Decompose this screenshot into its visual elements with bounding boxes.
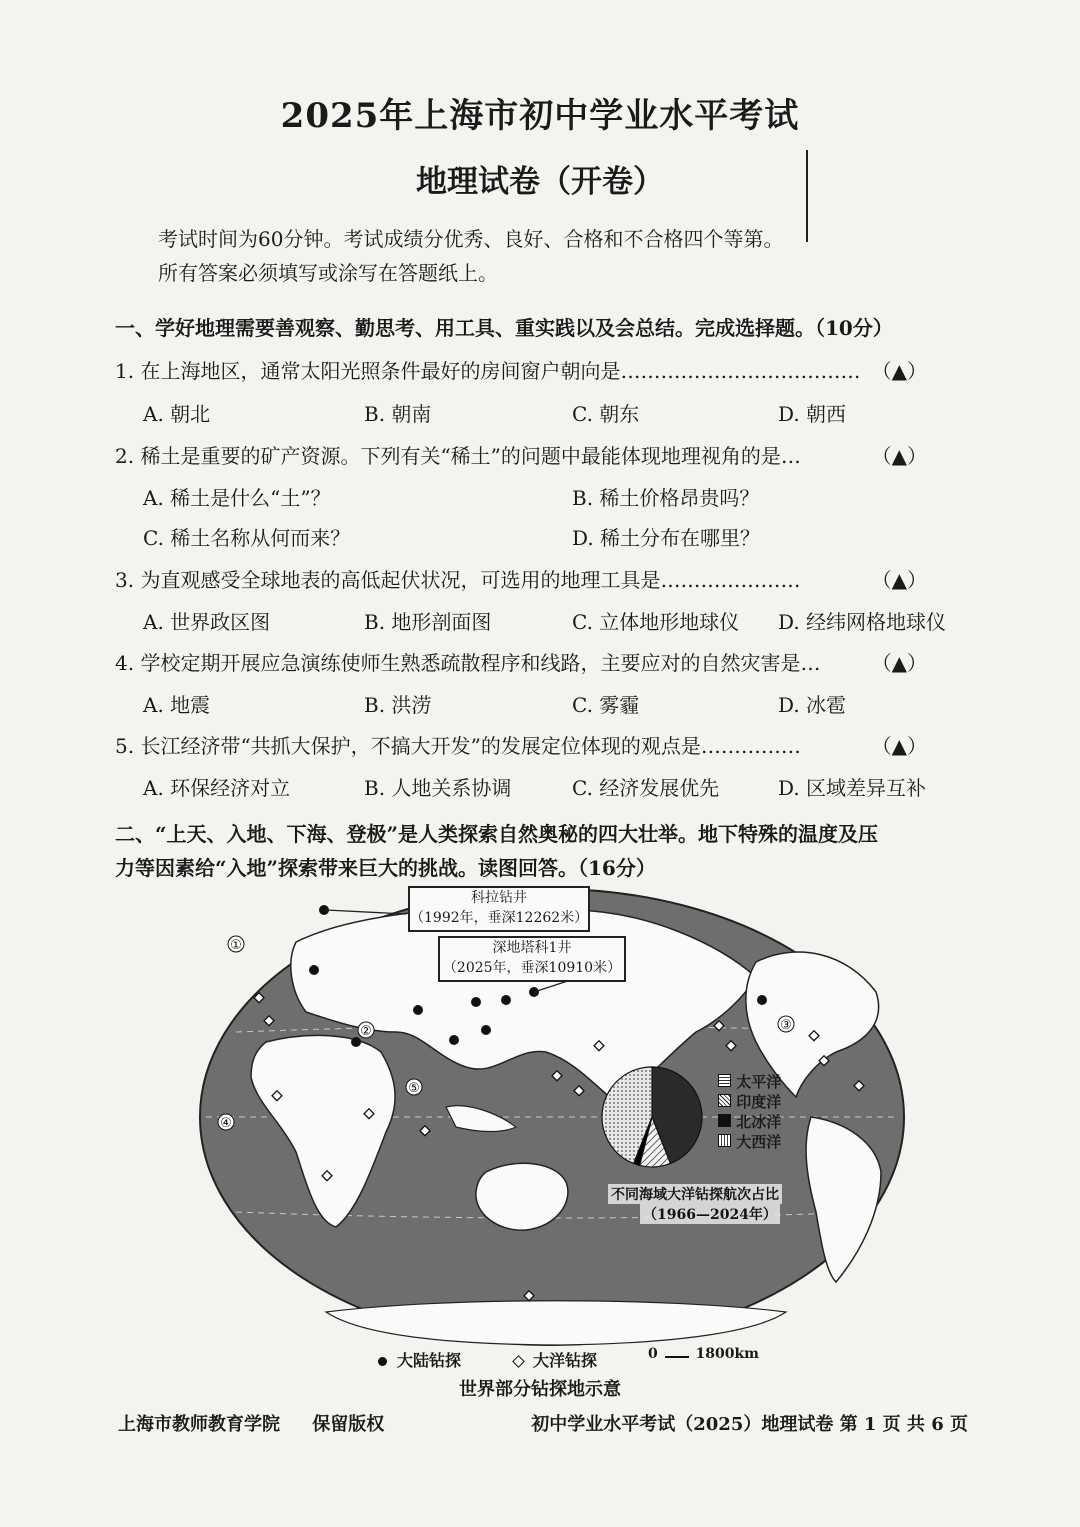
option-a: A. 环保经济对立 — [143, 776, 291, 800]
answer-slot: （▲） — [871, 651, 927, 675]
map-scale-bar — [648, 1346, 759, 1362]
pie-legend — [718, 1072, 781, 1152]
option-d: D. 区域差异互补 — [778, 776, 927, 800]
scale-zero: 0 — [648, 1346, 658, 1362]
continental-drill-point — [481, 1025, 491, 1035]
ocean-drill-icon — [512, 1355, 525, 1368]
footer-rights: 保留版权 — [312, 1414, 385, 1435]
pie-legend-item — [718, 1072, 781, 1092]
option-c: C. 经济发展优先 — [572, 776, 720, 800]
ocean-drilling-pie-chart — [602, 1067, 702, 1167]
tarim-well-callout — [438, 936, 626, 982]
instruction-line: 所有答案必须填写或涂写在答题纸上。 — [158, 261, 498, 285]
map-legend-ocean-label: 大洋钻探 — [533, 1351, 598, 1370]
option-b: B. 人地关系协调 — [364, 776, 512, 800]
exam-title: 2025年上海市初中学业水平考试 — [280, 96, 800, 136]
option-a: A. 世界政区图 — [143, 610, 271, 634]
option-c: C. 立体地形地球仪 — [572, 610, 740, 634]
kola-well-callout — [408, 886, 590, 932]
footer-org: 上海市教师教育学院 — [118, 1414, 280, 1435]
option-b: B. 地形剖面图 — [364, 610, 492, 634]
continental-drill-point — [413, 1005, 423, 1015]
option-d: D. 稀土分布在哪里？ — [572, 526, 761, 550]
pie-legend-label: 太平洋 — [736, 1073, 782, 1091]
option-a: A. 地震 — [143, 693, 211, 717]
marker-label-3: ③ — [780, 1018, 792, 1033]
scale-label: 1800km — [695, 1346, 759, 1362]
pie-legend-item — [718, 1112, 781, 1132]
option-b: B. 洪涝 — [364, 693, 432, 717]
kola-well-name: 科拉钻井 — [471, 890, 527, 906]
option-d: D. 冰雹 — [778, 693, 847, 717]
map-legend-ocean — [514, 1348, 597, 1371]
continental-drill-point — [309, 965, 319, 975]
question-stem: 2. 稀土是重要的矿产资源。下列有关“稀土”的问题中最能体现地理视角的是… — [115, 444, 801, 468]
answer-slot: （▲） — [871, 359, 927, 383]
pie-title: 不同海域大洋钻探航次占比 — [608, 1184, 782, 1204]
continental-drill-point — [501, 995, 511, 1005]
option-a: A. 朝北 — [143, 402, 211, 426]
pie-legend-label: 大西洋 — [736, 1133, 782, 1151]
pie-legend-item — [718, 1132, 781, 1152]
question-stem: 3. 为直观感受全球地表的高低起伏状况，可选用的地理工具是………………… — [115, 568, 801, 592]
option-c: C. 朝东 — [572, 402, 640, 426]
antarctica-landmass — [326, 1301, 786, 1345]
option-c: C. 稀土名称从何而来？ — [143, 526, 351, 550]
margin-line — [806, 150, 808, 242]
marker-label-2: ② — [360, 1024, 372, 1039]
answer-slot: （▲） — [871, 568, 927, 592]
footer-right: 初中学业水平考试（2025）地理试卷 第 1 页 共 6 页 — [531, 1414, 968, 1435]
continental-drill-icon — [378, 1357, 387, 1366]
marker-label-1: ① — [230, 938, 242, 953]
pie-legend-item — [718, 1092, 781, 1112]
option-d: D. 经纬网格地球仪 — [778, 610, 947, 634]
pie-legend-label: 北冰洋 — [736, 1113, 782, 1131]
marker-label-4: ④ — [220, 1116, 232, 1131]
tarim-well-depth: （2025年，垂深10910米） — [442, 960, 622, 976]
map-legend-land-label: 大陆钻探 — [397, 1351, 462, 1370]
answer-slot: （▲） — [871, 734, 927, 758]
tarim-well-name: 深地塔科1井 — [492, 940, 572, 956]
map-legend-land — [378, 1348, 461, 1371]
option-b: B. 朝南 — [364, 402, 432, 426]
continental-drill-point — [757, 995, 767, 1005]
option-d: D. 朝西 — [778, 402, 847, 426]
question-stem: 1. 在上海地区，通常太阳光照条件最好的房间窗户朝向是……………………………… — [115, 359, 861, 383]
pie-legend-label: 印度洋 — [736, 1093, 782, 1111]
instruction-line: 考试时间为60分钟。考试成绩分优秀、良好、合格和不合格四个等第。 — [158, 227, 784, 251]
question-stem: 5. 长江经济带“共抓大保护，不搞大开发”的发展定位体现的观点是…………… — [115, 734, 801, 758]
continental-drill-point — [471, 997, 481, 1007]
option-c: C. 雾霾 — [572, 693, 640, 717]
option-b: B. 稀土价格昂贵吗？ — [572, 486, 760, 510]
map-caption: 世界部分钻探地示意 — [459, 1379, 621, 1400]
section-two-heading-line2: 力等因素给“入地”探索带来巨大的挑战。读图回答。（16分） — [115, 856, 656, 880]
answer-slot: （▲） — [871, 444, 927, 468]
exam-instructions — [158, 222, 783, 290]
section-one-heading: 一、学好地理需要善观察、勤思考、用工具、重实践以及会总结。完成选择题。（10分） — [115, 316, 893, 340]
section-two-heading-line1: 二、“上天、入地、下海、登极”是人类探索自然奥秘的四大壮举。地下特殊的温度及压 — [115, 822, 879, 846]
world-drilling-map — [196, 882, 908, 1352]
kola-well-depth: （1992年，垂深12262米） — [410, 910, 589, 926]
continental-drill-point — [449, 1035, 459, 1045]
marker-label-5: ⑤ — [408, 1081, 420, 1096]
question-stem: 4. 学校定期开展应急演练使师生熟悉疏散程序和线路，主要应对的自然灾害是… — [115, 651, 821, 675]
footer-left — [118, 1410, 384, 1436]
exam-subtitle: 地理试卷（开卷） — [416, 164, 664, 200]
option-a: A. 稀土是什么“土”？ — [143, 486, 331, 510]
pie-years: （1966—2024年） — [640, 1204, 780, 1224]
